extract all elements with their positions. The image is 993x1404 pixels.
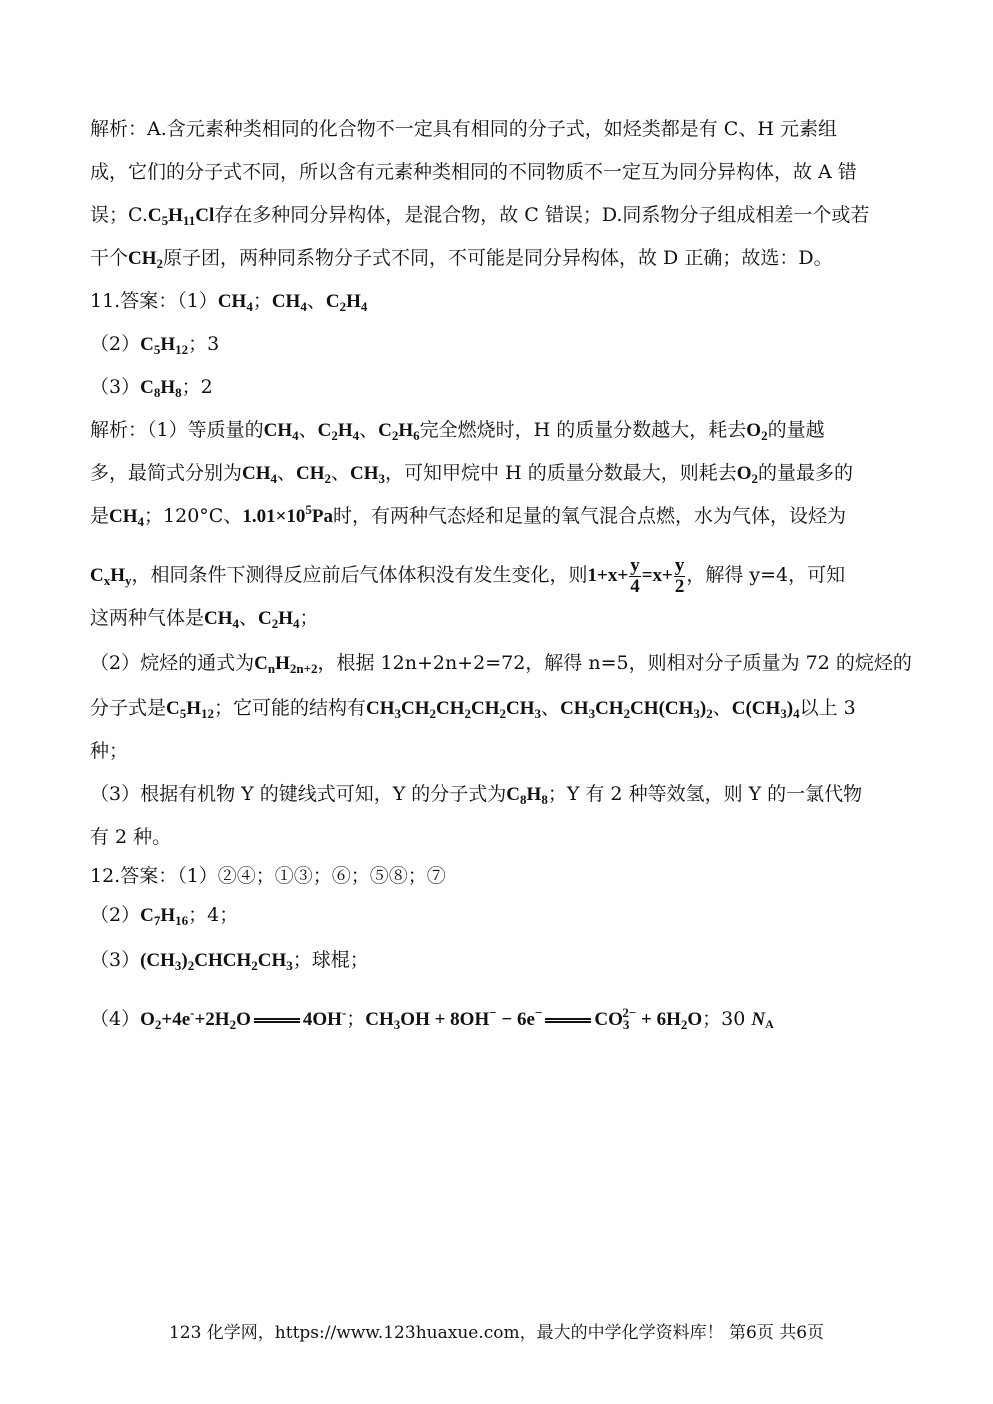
formula: $C_5H_{12}$ [166, 698, 215, 721]
equals-sign [254, 1018, 300, 1023]
formula: $CH_4$ [271, 291, 307, 314]
formula: $C_8H_8$ [506, 784, 548, 807]
document-body [90, 116, 910, 1032]
formula: $C_5H_{12}$ [140, 334, 189, 357]
answer-11: 11.答案：$(1)CH_4$；$CH_4$、$C_2H_4$ [90, 290, 368, 314]
formula: $CH_4$ [217, 291, 253, 314]
text-line: $C_xH_y$，相同条件下测得反应前后气体体积没有发生变化，则1+x+ $\frac{y}{4}$ =x+ $\frac{y}{2}$ ，解得 y=4，可知 [90, 555, 846, 597]
equation: $CH_3OH + 8OH^- - 6e^-$ $CO_3^{2-} + 6H_2O$ [365, 1005, 703, 1032]
equals-sign [545, 1018, 591, 1023]
text-line: 种； [90, 740, 129, 762]
text-line: 成，它们的分子式不同，所以含有元素种类相同的不同物质不一定互为同分异构体，故 A 错 [90, 161, 857, 183]
fraction: $\frac{y}{2}$ [674, 555, 685, 597]
answer-12-2: $(2)C_7H_{16}$；4； [90, 904, 239, 928]
formula: $CH_4$ [204, 608, 240, 631]
formula: $O_2$ [746, 420, 768, 443]
formula: $C_7H_{16}$ [140, 905, 189, 928]
formula: $C_nH_{2n+2}$ [254, 653, 318, 676]
formula: $CH_2$ [296, 463, 332, 486]
formula: $CH_4$ [109, 506, 145, 529]
formula: $C_2H_4$ [258, 608, 300, 631]
answer-11-3: $(3)C_8H_8$；2 [90, 376, 213, 400]
text-line: 是$CH_4$；120°C、$1.01\times 10^5Pa$时，有两种气态烃和足量的氧气混合点燃，水为气体，设烃为 [90, 502, 847, 529]
fraction: $\frac{y}{4}$ [630, 555, 640, 597]
formula: $CH_4$ [263, 420, 299, 443]
text-line: 有 2 种。 [90, 826, 172, 848]
equation: 1+x+ $\frac{y}{4}$ =x+ $\frac{y}{2}$ [587, 555, 685, 597]
text-line: 多，最简式分别为$CH_4$、$CH_2$、$CH_3$，可知甲烷中 H 的质量分数最大，则耗去$O_2$的量最多的 [90, 462, 853, 486]
answer-12-3: $(3)(CH_3)_2CHCH_2CH_3$；球棍； [90, 949, 369, 973]
text-line: 解析：（1）等质量的$CH_4$、$C_2H_4$、$C_2H_6$完全燃烧时，H 的质量分数越大，耗去$O_2$的量越 [90, 419, 825, 443]
formula: $(CH_3)_2CHCH_2CH_3$ [140, 950, 293, 973]
text-line: （2）烷烃的通式为$C_nH_{2n+2}$，根据 12n+2n+2=72，解得 n=5，则相对分子质量为 72 的烷烃的 [90, 652, 912, 676]
text-line: 解析：A.含元素种类相同的化合物不一定具有相同的分子式，如烃类都是有 C、H 元素组 [90, 118, 837, 140]
formula: $C_8H_8$ [140, 377, 182, 400]
formula: $C_2H_4$ [317, 420, 360, 443]
formula: $1.01\times 10^5Pa$ [242, 502, 334, 527]
text-line: 干个$CH_2$原子团，两种同系物分子式不同，不可能是同分异构体，故 D 正确；故选：D。 [90, 247, 833, 271]
formula: $CH_3CH_2CH(CH_3)_2$ [560, 698, 713, 721]
answer-12-4: $(4)O_2+4e^-+2H_2O$ 4OH-；$CH_3OH + 8OH^- - 6e^-$ $CO_3^{2-} + 6H_2O$；30 $N_A$ [90, 1005, 774, 1032]
formula: $C_5H_{11}Cl$ [147, 205, 215, 228]
formula: $CH_3CH_2CH_2CH_2CH_3$ [366, 698, 542, 721]
equation: $O_2+4e^-+2H_2O$ 4OH- [140, 1005, 347, 1032]
formula: $O_2$ [736, 463, 758, 486]
formula: $C_2H_6$ [378, 420, 420, 443]
answer-12: 12.答案：（1）②④；①③；⑥；⑤⑧；⑦ [90, 865, 446, 887]
formula: $CH_4$ [242, 463, 278, 486]
answer-11-2: $(2)C_5H_{12}$；3 [90, 333, 220, 357]
text-line: 分子式是$C_5H_{12}$；它可能的结构有$CH_3CH_2CH_2CH_2CH_3$、$CH_3CH_2CH(CH_3)_2$、$C(CH_3)_4$以上 3 [90, 697, 856, 721]
formula: $CH_3$ [350, 463, 386, 486]
text-line: 误；$C.C_5H_{11}Cl$存在多种同分异构体，是混合物，故 C 错误；D.同系物分子组成相差一个或若 [90, 204, 870, 228]
avogadro-symbol: $N_A$ [751, 1009, 774, 1031]
formula: $C_2H_4$ [325, 291, 368, 314]
formula: $C(CH_3)_4$ [731, 698, 800, 721]
text-line: 这两种气体是$CH_4$、$C_2H_4$； [90, 607, 319, 631]
page-footer: 123 化学网，https://www.123huaxue.com，最大的中学化学资料库！ 第6页 共6页 [168, 1323, 825, 1343]
formula: $CH_2$ [128, 248, 164, 271]
formula: $C_xH_y$ [90, 564, 132, 588]
text-line: （3）根据有机物 Y 的键线式可知，Y 的分子式为$C_8H_8$；Y 有 2 种等效氢，则 Y 的一氯代物 [90, 783, 863, 807]
